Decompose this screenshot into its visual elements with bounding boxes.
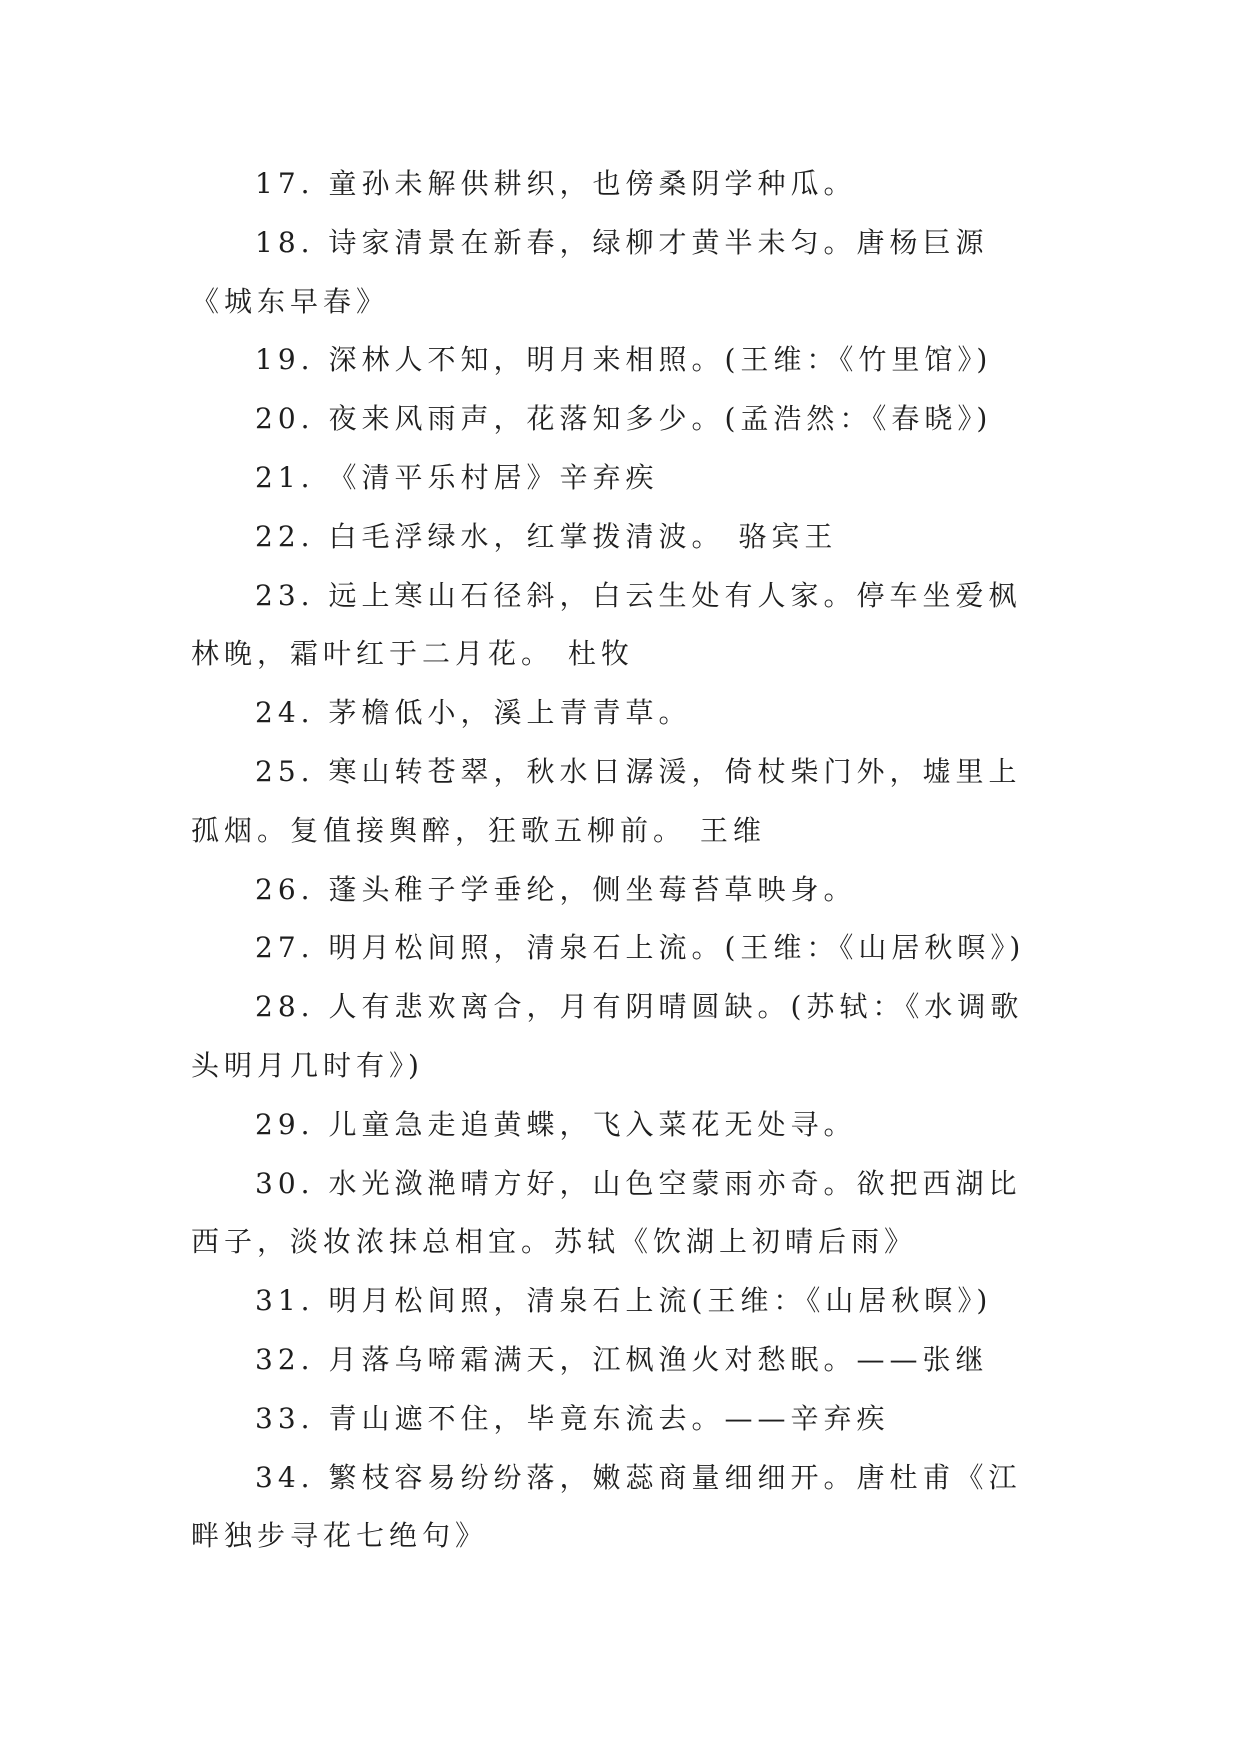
- list-item: [191, 331, 1051, 390]
- list-item: [191, 743, 1051, 861]
- list-item: [191, 508, 1051, 567]
- list-item: [191, 1390, 1051, 1449]
- list-item: [191, 567, 1051, 685]
- item-number: 27.: [255, 931, 315, 965]
- list-item: [191, 390, 1051, 449]
- item-number: 32.: [255, 1342, 315, 1376]
- item-text: 月落乌啼霜满天，江枫渔火对愁眠。——张继: [328, 1342, 989, 1376]
- list-item: [191, 1449, 1051, 1567]
- item-number: 28.: [255, 990, 315, 1024]
- list-item: [191, 684, 1051, 743]
- list-item: [191, 919, 1051, 978]
- item-text: 远上寒山石径斜，白云生处有人家。停车坐爱枫林晚，霜叶红于二月花。 杜牧: [191, 578, 1022, 671]
- item-number: 21.: [255, 460, 315, 494]
- list-item: [191, 214, 1051, 332]
- item-number: 17.: [255, 167, 315, 200]
- poem-list: [191, 155, 1051, 1566]
- item-number: 24.: [255, 696, 315, 730]
- item-number: 18.: [255, 225, 315, 259]
- item-text: 明月松间照，清泉石上流(王维：《山居秋暝》): [328, 1284, 993, 1318]
- item-text: 深林人不知，明月来相照。(王维：《竹里馆》): [328, 343, 993, 377]
- item-text: 青山遮不住，毕竟东流去。——辛弃疾: [328, 1401, 890, 1435]
- list-item: [191, 1155, 1051, 1273]
- item-text: 诗家清景在新春，绿柳才黄半未匀。唐杨巨源《城东早春》: [191, 225, 989, 318]
- item-text: 白毛浮绿水，红掌拨清波。 骆宾王: [328, 519, 838, 553]
- item-text: 儿童急走追黄蝶，飞入菜花无处寻。: [328, 1107, 857, 1141]
- list-item: [191, 1331, 1051, 1390]
- item-number: 23.: [255, 578, 315, 612]
- item-number: 29.: [255, 1107, 315, 1141]
- item-text: 夜来风雨声，花落知多少。(孟浩然：《春晓》): [328, 402, 993, 436]
- list-item: [191, 155, 1051, 214]
- item-text: 繁枝容易纷纷落，嫩蕊商量细细开。唐杜甫《江畔独步寻花七绝句》: [191, 1460, 1022, 1553]
- item-text: 《清平乐村居》辛弃疾: [328, 460, 659, 494]
- item-text: 明月松间照，清泉石上流。(王维：《山居秋暝》): [328, 931, 1026, 965]
- list-item: [191, 1096, 1051, 1155]
- item-number: 20.: [255, 402, 315, 436]
- item-number: 25.: [255, 754, 315, 788]
- item-number: 33.: [255, 1401, 315, 1435]
- item-text: 童孙未解供耕织，也傍桑阴学种瓜。: [328, 167, 857, 200]
- item-text: 水光潋滟晴方好，山色空蒙雨亦奇。欲把西湖比西子，淡妆浓抹总相宜。苏轼《饮湖上初晴后雨》: [191, 1166, 1022, 1259]
- item-number: 19.: [255, 343, 315, 377]
- item-number: 34.: [255, 1460, 315, 1494]
- item-number: 26.: [255, 872, 315, 906]
- item-text: 人有悲欢离合，月有阴晴圆缺。(苏轼：《水调歌头明月几时有》): [191, 990, 1024, 1082]
- item-text: 寒山转苍翠，秋水日潺湲，倚杖柴门外，墟里上孤烟。复值接舆醉，狂歌五柳前。 王维: [191, 754, 1022, 847]
- item-number: 30.: [255, 1166, 315, 1200]
- list-item: [191, 449, 1051, 508]
- item-text: 茅檐低小，溪上青青草。: [328, 696, 692, 730]
- item-text: 蓬头稚子学垂纶，侧坐莓苔草映身。: [328, 872, 857, 906]
- list-item: [191, 978, 1051, 1096]
- item-number: 22.: [255, 519, 315, 553]
- list-item: [191, 861, 1051, 920]
- item-number: 31.: [255, 1284, 315, 1318]
- list-item: [191, 1272, 1051, 1331]
